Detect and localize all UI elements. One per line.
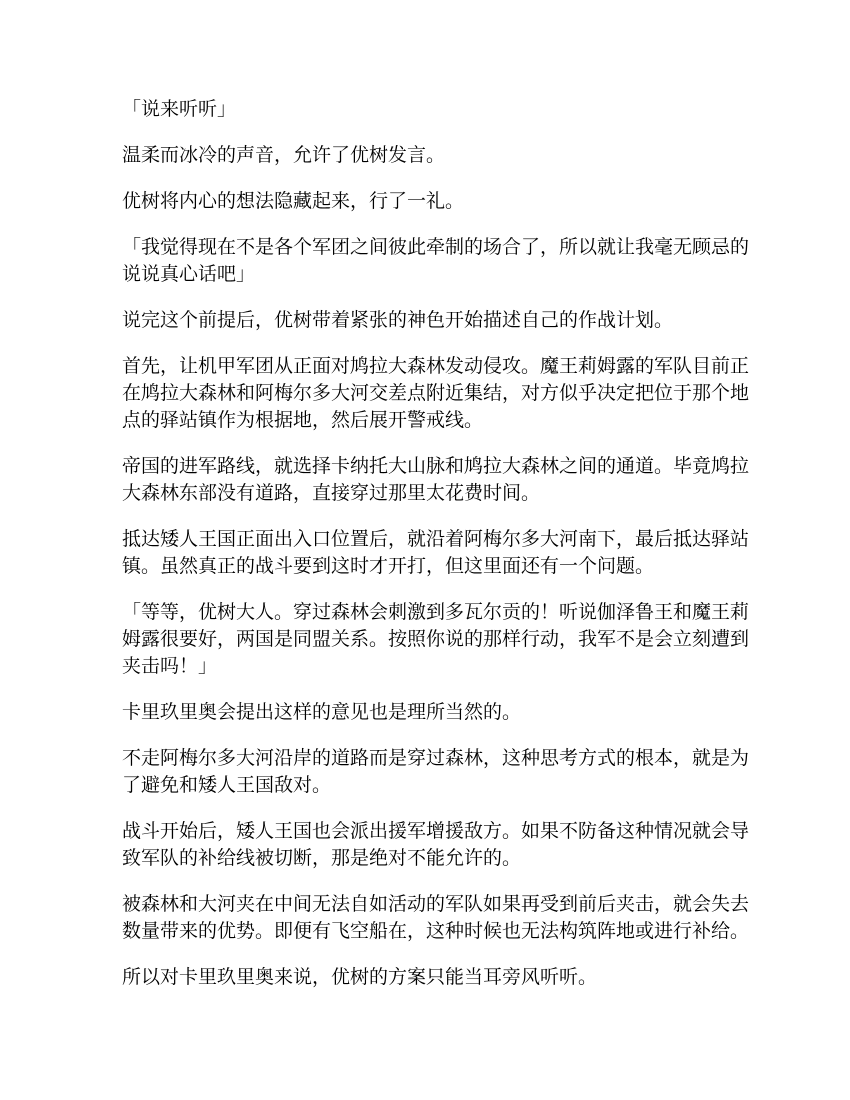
paragraph-3: 优树将内心的想法隐藏起来，行了一礼。 (122, 190, 465, 212)
paragraph-7: 帝国的进军路线，就选择卡纳托大山脉和鸠拉大森林之间的通道。毕竟鸠拉大森林东部没有道路，直接穿过那里太花费时间。 (122, 455, 750, 504)
paragraph-14: 所以对卡里玖里奥来说，优树的方案只能当耳旁风听听。 (122, 966, 598, 988)
paragraph-6: 首先，让机甲军团从正面对鸠拉大森林发动侵攻。魔王莉姆露的军队目前正在鸠拉大森林和阿梅尔多大河交差点附近集结，对方似乎决定把位于那个地点的驿站镇作为根据地，然后展开警戒线。 (122, 355, 750, 431)
paragraph-5: 说完这个前提后，优树带着紧张的神色开始描述自己的作战计划。 (122, 309, 674, 331)
paragraph-quote-1: 「说来听听」 (122, 98, 237, 120)
paragraph-quote-4: 「我觉得现在不是各个军团之间彼此牵制的场合了，所以就让我毫无顾忌的说说真心话吧」 (122, 236, 750, 285)
paragraph-quote-9: 「等等，优树大人。穿过森林会刺激到多瓦尔贡的！听说伽泽鲁王和魔王莉姆露很要好，两国是同盟关系。按照你说的那样行动，我军不是会立刻遭到夹击吗！」 (122, 601, 750, 677)
paragraph-10: 卡里玖里奥会提出这样的意见也是理所当然的。 (122, 701, 522, 723)
paragraph-13: 被森林和大河夹在中间无法自如活动的军队如果再受到前后夹击，就会失去数量带来的优势。即便有飞空船在，这种时候也无法构筑阵地或进行补给。 (122, 893, 750, 942)
paragraph-11: 不走阿梅尔多大河沿岸的道路而是穿过森林，这种思考方式的根本，就是为了避免和矮人王国敌对。 (122, 747, 750, 796)
paragraph-2: 温柔而冰冷的声音，允许了优树发言。 (122, 144, 446, 166)
paragraph-8: 抵达矮人王国正面出入口位置后，就沿着阿梅尔多大河南下，最后抵达驿站镇。虽然真正的战斗要到这时才开打，但这里面还有一个问题。 (122, 528, 750, 577)
paragraph-12: 战斗开始后，矮人王国也会派出援军增援敌方。如果不防备这种情况就会导致军队的补给线被切断，那是绝对不能允许的。 (122, 820, 750, 869)
